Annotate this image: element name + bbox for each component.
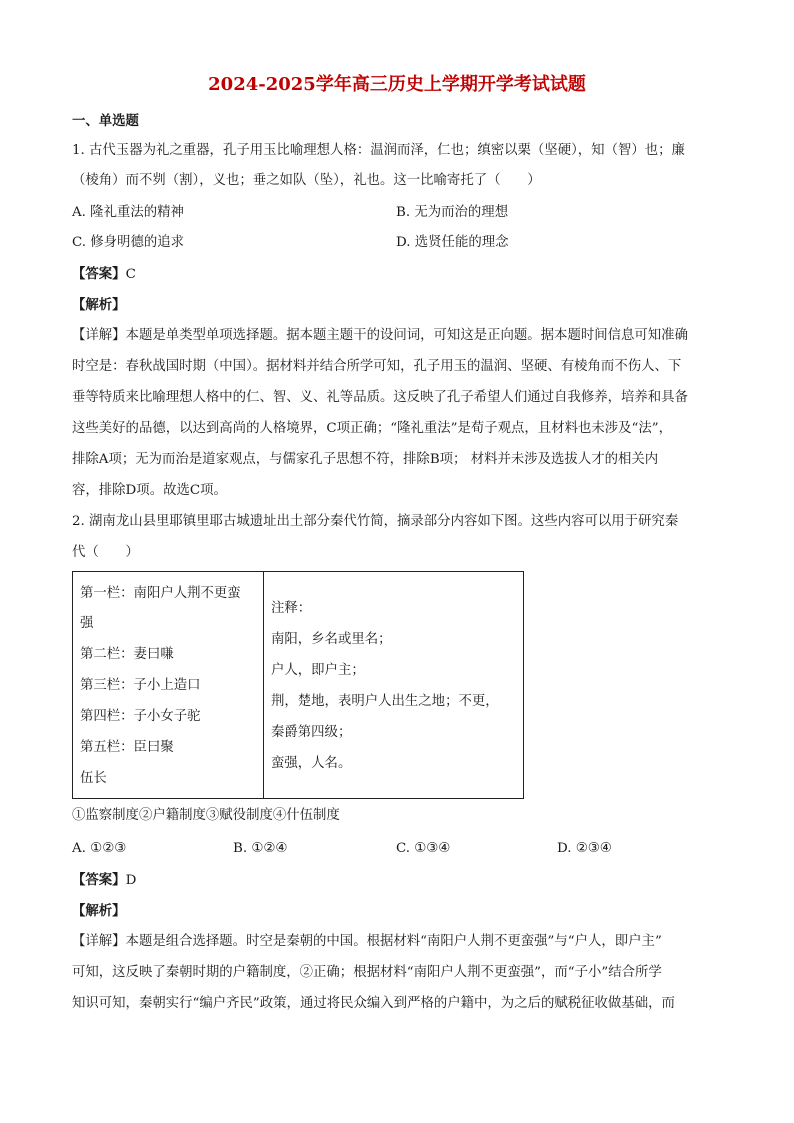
q1-option-b: B. 无为而治的理想 <box>396 205 509 220</box>
q1-analysis-label: 【解析】 <box>72 297 126 313</box>
slip-cell: 强 <box>80 616 94 631</box>
answer-label: 【答案】 <box>72 266 126 282</box>
answer-label: 【答案】 <box>72 872 126 888</box>
q2-items: ①监察制度②户籍制度③赋役制度④什伍制度 <box>72 808 340 823</box>
slip-cell: 第四栏：子小女子驼 <box>80 709 201 724</box>
q2-stem-line: 2. 湖南龙山县里耶镇里耶古城遗址出土部分秦代竹简，摘录部分内容如下图。这些内容可以用于研究秦 <box>72 514 679 529</box>
slip-cell: 第三栏：子小上造口 <box>80 678 201 693</box>
q2-option-c: C. ①③④ <box>396 841 451 856</box>
slip-cell: 伍长 <box>80 771 107 786</box>
section-heading: 一、单选题 <box>72 113 139 129</box>
q1-detail-line: 时空是：春秋战国时期（中国）。据材料并结合所学可知，孔子用玉的温润、坚硬、有棱角而不伤人、下 <box>72 359 682 374</box>
q2-analysis-label: 【解析】 <box>72 903 126 919</box>
q2-detail-line: 知识可知，秦朝实行“编户齐民”政策，通过将民众编入到严格的户籍中，为之后的赋税征收做基础，而 <box>72 996 675 1011</box>
q1-detail-line: 排除A项；无为而治是道家观点，与儒家孔子思想不符，排除B项； 材料并未涉及选拔人才的相关内 <box>72 452 659 467</box>
q2-option-b: B. ①②④ <box>233 841 288 856</box>
table-divider <box>263 572 264 798</box>
q1-detail-line: 垂等特质来比喻理想人格中的仁、智、义、礼等品质。这反映了孔子希望人们通过自我修养，培养和具备 <box>72 390 688 405</box>
q2-stem-line: 代（ ） <box>72 545 139 560</box>
q1-detail-line: 这些美好的品德，以达到高尚的人格境界，C项正确；“隆礼重法”是荀子观点，且材料也未涉及“法”， <box>72 421 673 436</box>
q2-detail-line: 【详解】本题是组合选择题。时空是秦朝的中国。根据材料“南阳户人荆不更蛮强”与“户人，即户主” <box>72 934 662 949</box>
q1-option-a: A. 隆礼重法的精神 <box>72 205 184 220</box>
note-cell: 南阳，乡名或里名； <box>271 632 392 647</box>
q2-answer <box>72 870 136 891</box>
q1-option-d: D. 选贤任能的理念 <box>396 235 509 250</box>
q1-option-c: C. 修身明德的追求 <box>72 235 185 250</box>
q1-stem-line: 1. 古代玉器为礼之重器，孔子用玉比喻理想人格：温润而泽，仁也；缜密以栗（坚硬），知（智）也；廉 <box>72 143 685 158</box>
page-title: 2024-2025学年高三历史上学期开学考试试题 <box>208 74 586 95</box>
note-cell: 秦爵第四级； <box>271 725 352 740</box>
slip-cell: 第一栏：南阳户人荆不更蛮 <box>80 586 241 601</box>
answer-value: C <box>125 267 136 282</box>
q2-detail-line: 可知，这反映了秦朝时期的户籍制度，②正确；根据材料“南阳户人荆不更蛮强”，而“子小”结合所学 <box>72 965 662 980</box>
q1-answer <box>72 264 136 285</box>
q1-detail-line: 【详解】本题是单类型单项选择题。据本题主题干的设问词，可知这是正向题。据本题时间信息可知准确 <box>72 328 688 343</box>
note-cell: 蛮强，人名。 <box>271 756 352 771</box>
note-cell: 注释： <box>271 601 312 616</box>
q2-option-a: A. ①②③ <box>72 841 127 856</box>
q1-detail-line: 容，排除D项。故选C项。 <box>72 483 227 498</box>
slip-cell: 第二栏：妻曰嗛 <box>80 647 174 662</box>
q2-option-d: D. ②③④ <box>557 841 612 856</box>
bamboo-slip-table <box>72 571 524 799</box>
q1-stem-line: （棱角）而不刿（割），义也；垂之如队（坠），礼也。这一比喻寄托了（ ） <box>72 173 541 188</box>
slip-cell: 第五栏：臣曰聚 <box>80 740 174 755</box>
note-cell: 户人，即户主； <box>271 663 365 678</box>
note-cell: 荆，楚地，表明户人出生之地；不更， <box>271 694 499 709</box>
answer-value: D <box>125 873 137 888</box>
